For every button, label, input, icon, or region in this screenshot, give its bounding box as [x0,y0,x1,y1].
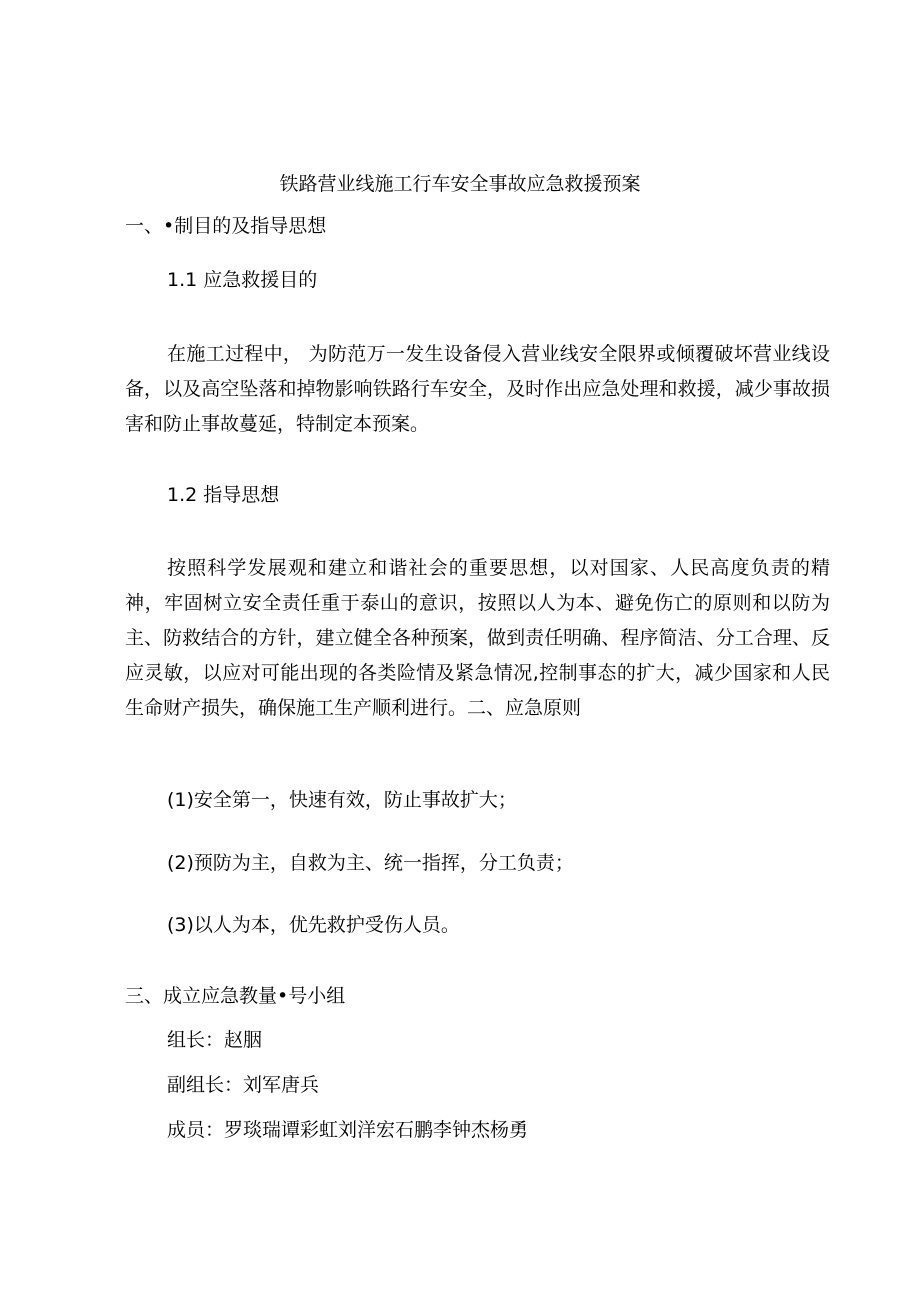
section1-2-heading: 1.2 指导思想 [167,484,280,506]
section1-1-paragraph: 在施工过程中， 为防范万一发生设备侵入营业线安全限界或倾覆破坏营业线设备，以及高空坠落和掉物影响铁路行车安全，及时作出应急处理和救援，减少事故损害和防止事故蔓延，特制定本预案。 [125,343,830,435]
members-line: 成员：罗琰瑞谭彩虹刘洋宏石鹏李钟杰杨勇 [167,1119,529,1141]
leader-line: 组长：赵胭 [167,1029,263,1051]
principle-3: (3)以人为本，优先救护受伤人员。 [167,914,460,936]
deputy-leader-line: 副组长：刘军唐兵 [167,1074,320,1096]
section1-heading: 一、•制目的及指导思想 [125,215,327,237]
section1-2-paragraph: 按照科学发展观和建立和谐社会的重要思想，以对国家、人民高度负责的精神，牢固树立安全责任重于泰山的意识，按照以人为本、避免伤亡的原则和以防为主、防救结合的方针，建立健全各种预案，做到责任明确、程序简洁、分工合理、反应灵敏，以应对可能出现的各类险情及紧急情况,控制事态的扩大，减少国家和人民生命财产损失，确保施工生产顺利进行。二、应急原则 [125,557,830,719]
section3-heading: 三、成立应急教量•号小组 [125,985,346,1007]
section1-1-heading: 1.1 应急救援目的 [167,269,318,291]
document-title: 铁路营业线施工行车安全事故应急救援预案 [279,173,641,195]
principle-1: (1)安全第一，快速有效，防止事故扩大； [167,789,517,811]
principle-2: (2)预防为主，自救为主、统一指挥，分工负责； [167,852,574,874]
